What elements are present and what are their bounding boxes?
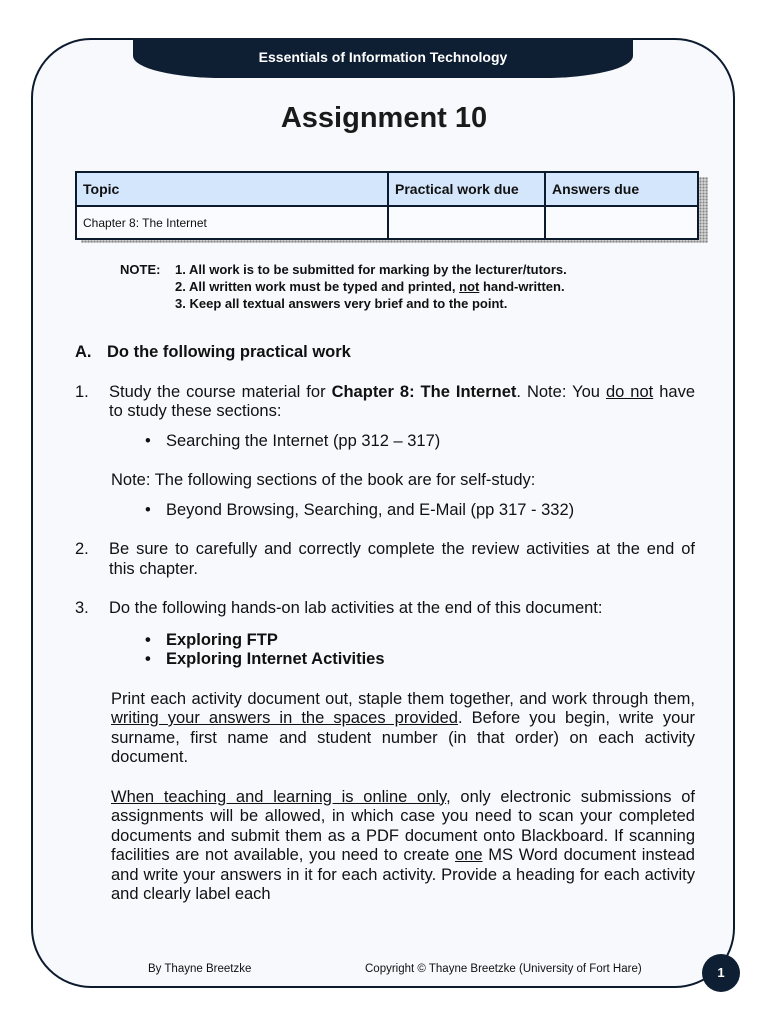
lab-list: • Exploring FTP • Exploring Internet Activities: [145, 630, 385, 668]
list-item: 1. Study the course material for Chapter 8: The Internet. Note: You do not have to study these sections:: [75, 382, 696, 420]
bullet-item: Beyond Browsing, Searching, and E-Mail (pp 317 - 332): [166, 500, 575, 519]
cell-answers-due: [545, 206, 698, 239]
list-item: 3. Do the following hands-on lab activities at the end of this document:: [75, 599, 603, 617]
note-item-1: 1. All work is to be submitted for marking by the lecturer/tutors.: [175, 262, 567, 277]
bullet-list: • Beyond Browsing, Searching, and E-Mail (pp 317 - 332): [145, 500, 575, 519]
list-item: 2. Be sure to carefully and correctly complete the review activities at the end of this chapter.: [75, 540, 695, 578]
cell-topic: Chapter 8: The Internet: [76, 206, 388, 239]
header-answers-due: Answers due: [545, 172, 698, 206]
online-instructions: When teaching and learning is online only, only electronic submissions of assignments will be allowed, in which case you need to scan your completed documents and submit them as a PDF document onto Blackboard. If scanning facilities are not available, you need to create one MS Word document instead and write your answers in it for each activity. Provide a heading for each activity and clearly label each: [111, 787, 695, 903]
page-number: 1: [702, 954, 740, 992]
course-banner: Essentials of Information Technology: [133, 38, 633, 78]
note-block: [120, 261, 567, 312]
due-table: [75, 171, 699, 240]
footer-author: By Thayne Breetzke: [148, 963, 252, 975]
note-item-2: 2. All written work must be typed and printed, not hand-written.: [175, 279, 565, 294]
table-row: [76, 206, 698, 239]
header-topic: Topic: [76, 172, 388, 206]
lab-item-internet: Exploring Internet Activities: [166, 650, 385, 668]
page-title: Assignment 10: [280, 102, 488, 134]
self-study-note: Note: The following sections of the book are for self-study:: [111, 471, 536, 489]
header-practical-due: Practical work due: [388, 172, 545, 206]
bullet-item: Searching the Internet (pp 312 – 317): [166, 431, 441, 450]
section-heading: A. Do the following practical work: [75, 343, 351, 361]
cell-practical-due: [388, 206, 545, 239]
note-label: NOTE:: [120, 262, 161, 277]
assignment-body: [75, 343, 695, 925]
table-header-row: [76, 172, 698, 206]
bullet-list: • Searching the Internet (pp 312 – 317): [145, 431, 441, 450]
footer-copyright: Copyright © Thayne Breetzke (University of Fort Hare): [365, 963, 642, 975]
lab-item-ftp: Exploring FTP: [166, 630, 278, 649]
note-item-3: 3. Keep all textual answers very brief and to the point.: [175, 296, 508, 311]
print-instructions: Print each activity document out, staple them together, and work through them, writing your answers in the spaces provided. Before you begin, write your surname, first name and student number (in that order) on each activity document.: [111, 689, 695, 766]
